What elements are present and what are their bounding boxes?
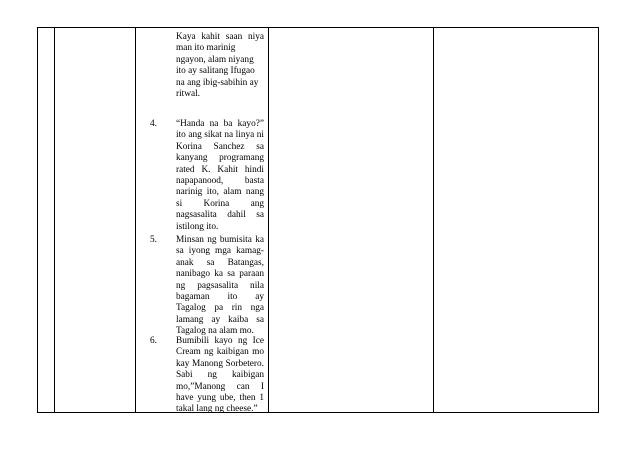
table (37, 27, 599, 413)
item-number: 6. (150, 336, 157, 346)
text-line: ito ang sikat na linya ni (176, 130, 264, 141)
text-line: Korina Sanchez sa (176, 141, 264, 152)
column-divider-2 (135, 28, 136, 412)
text-line: bagaman ito ay (176, 292, 264, 303)
text-line: Sabi ng kaibigan (176, 370, 264, 381)
text-line: anak sa Batangas, (176, 257, 264, 268)
text-line: ngayon, alam niyang (176, 54, 254, 65)
text-line: man ito marinig (176, 43, 236, 54)
text-line: napapanood, basta (176, 176, 264, 187)
text-line: sa iyong mga kamag- (176, 246, 264, 257)
item-4-paragraph (176, 119, 264, 233)
text-line: ritwal. (176, 89, 201, 100)
text-line: istilong ito. (176, 221, 219, 232)
text-line: Bumibili kayo ng Ice (176, 336, 264, 346)
text-line: nanibago ka sa paraan (176, 269, 264, 280)
text-line: kanyang programang (176, 153, 264, 164)
text-line: kay Manong Sorbetero. (176, 358, 264, 369)
item-number: 5. (150, 235, 157, 245)
text-line: narinig ito, alam nang (176, 187, 264, 198)
text-line: ito ay salitang Ifugao (176, 66, 255, 77)
text-line: takal lang ng cheese.” (176, 404, 258, 415)
text-line: Kaya kahit saan niya (176, 32, 264, 42)
text-line: Minsan ng bumisita ka (176, 235, 264, 245)
item-5-paragraph (176, 235, 264, 338)
text-line: rated K. Kahit hindi (176, 164, 264, 175)
column-divider-3 (268, 28, 269, 412)
text-line: have yung ube, then 1 (176, 393, 264, 404)
text-line: Tagalog na alam mo. (176, 326, 254, 337)
text-line: Tagalog pa rin nga (176, 303, 264, 314)
text-line: lamang ay kaiba sa (176, 314, 264, 325)
column-divider-4 (433, 28, 434, 412)
text-line: na ang ibig-sabihin ay (176, 77, 259, 88)
intro-paragraph (176, 32, 264, 100)
text-line: si Korina ang (176, 198, 264, 209)
item-number: 4. (150, 119, 157, 129)
text-line: ng pagsasalita nila (176, 280, 264, 291)
text-line: “Handa na ba kayo?” (176, 119, 264, 129)
column-divider-1 (54, 28, 55, 412)
item-6-paragraph (176, 336, 264, 416)
text-line: mo,”Manong can I (176, 381, 264, 392)
text-line: nagsasalita dahil sa (176, 210, 264, 221)
text-line: Cream ng kaibigan mo (176, 347, 264, 358)
